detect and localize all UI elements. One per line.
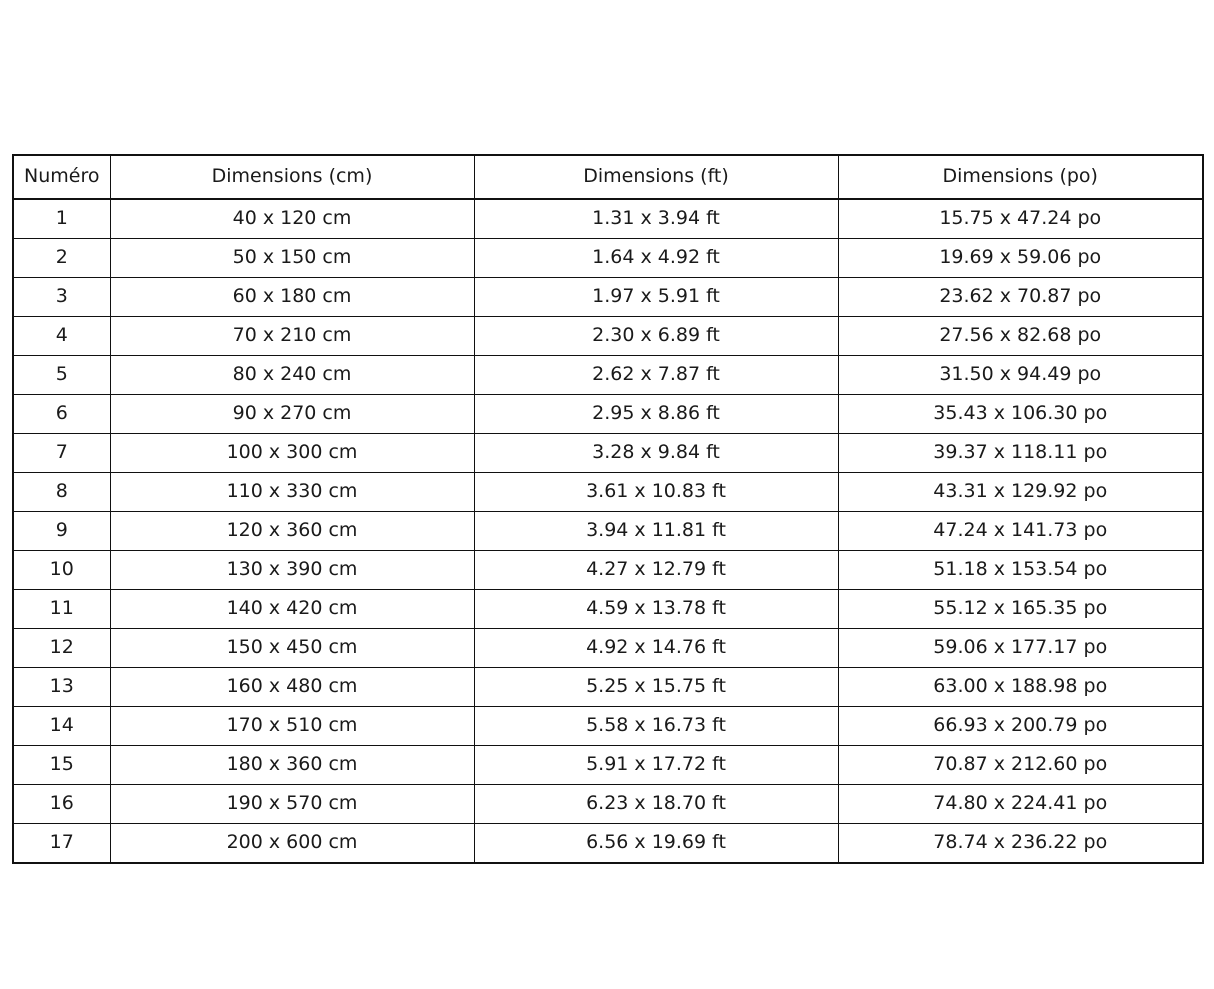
cell-cm: 160 x 480 cm bbox=[110, 668, 474, 707]
table-row bbox=[13, 707, 1203, 746]
cell-ft: 5.58 x 16.73 ft bbox=[474, 707, 838, 746]
cell-ft: 4.92 x 14.76 ft bbox=[474, 629, 838, 668]
cell-cm: 100 x 300 cm bbox=[110, 434, 474, 473]
cell-po: 70.87 x 212.60 po bbox=[838, 746, 1203, 785]
cell-po: 23.62 x 70.87 po bbox=[838, 278, 1203, 317]
cell-po: 51.18 x 153.54 po bbox=[838, 551, 1203, 590]
table-row bbox=[13, 473, 1203, 512]
cell-numero: 16 bbox=[13, 785, 110, 824]
cell-cm: 150 x 450 cm bbox=[110, 629, 474, 668]
dimensions-table bbox=[12, 154, 1204, 864]
table-row bbox=[13, 668, 1203, 707]
table-row bbox=[13, 512, 1203, 551]
cell-po: 27.56 x 82.68 po bbox=[838, 317, 1203, 356]
cell-ft: 3.28 x 9.84 ft bbox=[474, 434, 838, 473]
cell-ft: 4.27 x 12.79 ft bbox=[474, 551, 838, 590]
cell-ft: 1.31 x 3.94 ft bbox=[474, 199, 838, 239]
cell-numero: 7 bbox=[13, 434, 110, 473]
cell-ft: 6.56 x 19.69 ft bbox=[474, 824, 838, 864]
cell-cm: 170 x 510 cm bbox=[110, 707, 474, 746]
cell-po: 63.00 x 188.98 po bbox=[838, 668, 1203, 707]
column-header-cm: Dimensions (cm) bbox=[110, 155, 474, 199]
cell-numero: 6 bbox=[13, 395, 110, 434]
cell-cm: 50 x 150 cm bbox=[110, 239, 474, 278]
cell-ft: 6.23 x 18.70 ft bbox=[474, 785, 838, 824]
cell-po: 31.50 x 94.49 po bbox=[838, 356, 1203, 395]
cell-cm: 40 x 120 cm bbox=[110, 199, 474, 239]
cell-numero: 8 bbox=[13, 473, 110, 512]
cell-cm: 140 x 420 cm bbox=[110, 590, 474, 629]
table-row bbox=[13, 356, 1203, 395]
cell-po: 35.43 x 106.30 po bbox=[838, 395, 1203, 434]
table-header bbox=[13, 155, 1203, 199]
cell-po: 47.24 x 141.73 po bbox=[838, 512, 1203, 551]
table-body bbox=[13, 199, 1203, 863]
cell-numero: 15 bbox=[13, 746, 110, 785]
cell-cm: 190 x 570 cm bbox=[110, 785, 474, 824]
cell-ft: 1.64 x 4.92 ft bbox=[474, 239, 838, 278]
table-row bbox=[13, 434, 1203, 473]
cell-cm: 120 x 360 cm bbox=[110, 512, 474, 551]
cell-numero: 13 bbox=[13, 668, 110, 707]
table-header-row bbox=[13, 155, 1203, 199]
cell-cm: 130 x 390 cm bbox=[110, 551, 474, 590]
cell-po: 55.12 x 165.35 po bbox=[838, 590, 1203, 629]
cell-ft: 2.62 x 7.87 ft bbox=[474, 356, 838, 395]
cell-ft: 2.30 x 6.89 ft bbox=[474, 317, 838, 356]
column-header-ft: Dimensions (ft) bbox=[474, 155, 838, 199]
cell-po: 78.74 x 236.22 po bbox=[838, 824, 1203, 864]
dimensions-table-container bbox=[12, 154, 1202, 864]
table-row bbox=[13, 746, 1203, 785]
cell-numero: 2 bbox=[13, 239, 110, 278]
cell-po: 59.06 x 177.17 po bbox=[838, 629, 1203, 668]
cell-ft: 3.94 x 11.81 ft bbox=[474, 512, 838, 551]
table-row bbox=[13, 629, 1203, 668]
cell-cm: 110 x 330 cm bbox=[110, 473, 474, 512]
table-row bbox=[13, 317, 1203, 356]
cell-numero: 4 bbox=[13, 317, 110, 356]
cell-cm: 90 x 270 cm bbox=[110, 395, 474, 434]
cell-cm: 60 x 180 cm bbox=[110, 278, 474, 317]
table-row bbox=[13, 551, 1203, 590]
cell-ft: 5.91 x 17.72 ft bbox=[474, 746, 838, 785]
cell-ft: 4.59 x 13.78 ft bbox=[474, 590, 838, 629]
cell-ft: 3.61 x 10.83 ft bbox=[474, 473, 838, 512]
cell-numero: 17 bbox=[13, 824, 110, 864]
cell-po: 74.80 x 224.41 po bbox=[838, 785, 1203, 824]
cell-cm: 80 x 240 cm bbox=[110, 356, 474, 395]
cell-cm: 180 x 360 cm bbox=[110, 746, 474, 785]
column-header-po: Dimensions (po) bbox=[838, 155, 1203, 199]
table-row bbox=[13, 239, 1203, 278]
cell-cm: 70 x 210 cm bbox=[110, 317, 474, 356]
cell-po: 66.93 x 200.79 po bbox=[838, 707, 1203, 746]
table-row bbox=[13, 590, 1203, 629]
cell-numero: 10 bbox=[13, 551, 110, 590]
cell-ft: 5.25 x 15.75 ft bbox=[474, 668, 838, 707]
cell-po: 43.31 x 129.92 po bbox=[838, 473, 1203, 512]
table-row bbox=[13, 199, 1203, 239]
table-row bbox=[13, 395, 1203, 434]
cell-ft: 1.97 x 5.91 ft bbox=[474, 278, 838, 317]
cell-po: 15.75 x 47.24 po bbox=[838, 199, 1203, 239]
cell-numero: 1 bbox=[13, 199, 110, 239]
cell-numero: 9 bbox=[13, 512, 110, 551]
cell-po: 39.37 x 118.11 po bbox=[838, 434, 1203, 473]
cell-cm: 200 x 600 cm bbox=[110, 824, 474, 864]
column-header-numero: Numéro bbox=[13, 155, 110, 199]
table-row bbox=[13, 824, 1203, 864]
cell-numero: 14 bbox=[13, 707, 110, 746]
cell-numero: 12 bbox=[13, 629, 110, 668]
cell-po: 19.69 x 59.06 po bbox=[838, 239, 1203, 278]
cell-numero: 11 bbox=[13, 590, 110, 629]
table-row bbox=[13, 785, 1203, 824]
table-row bbox=[13, 278, 1203, 317]
cell-numero: 3 bbox=[13, 278, 110, 317]
cell-numero: 5 bbox=[13, 356, 110, 395]
cell-ft: 2.95 x 8.86 ft bbox=[474, 395, 838, 434]
